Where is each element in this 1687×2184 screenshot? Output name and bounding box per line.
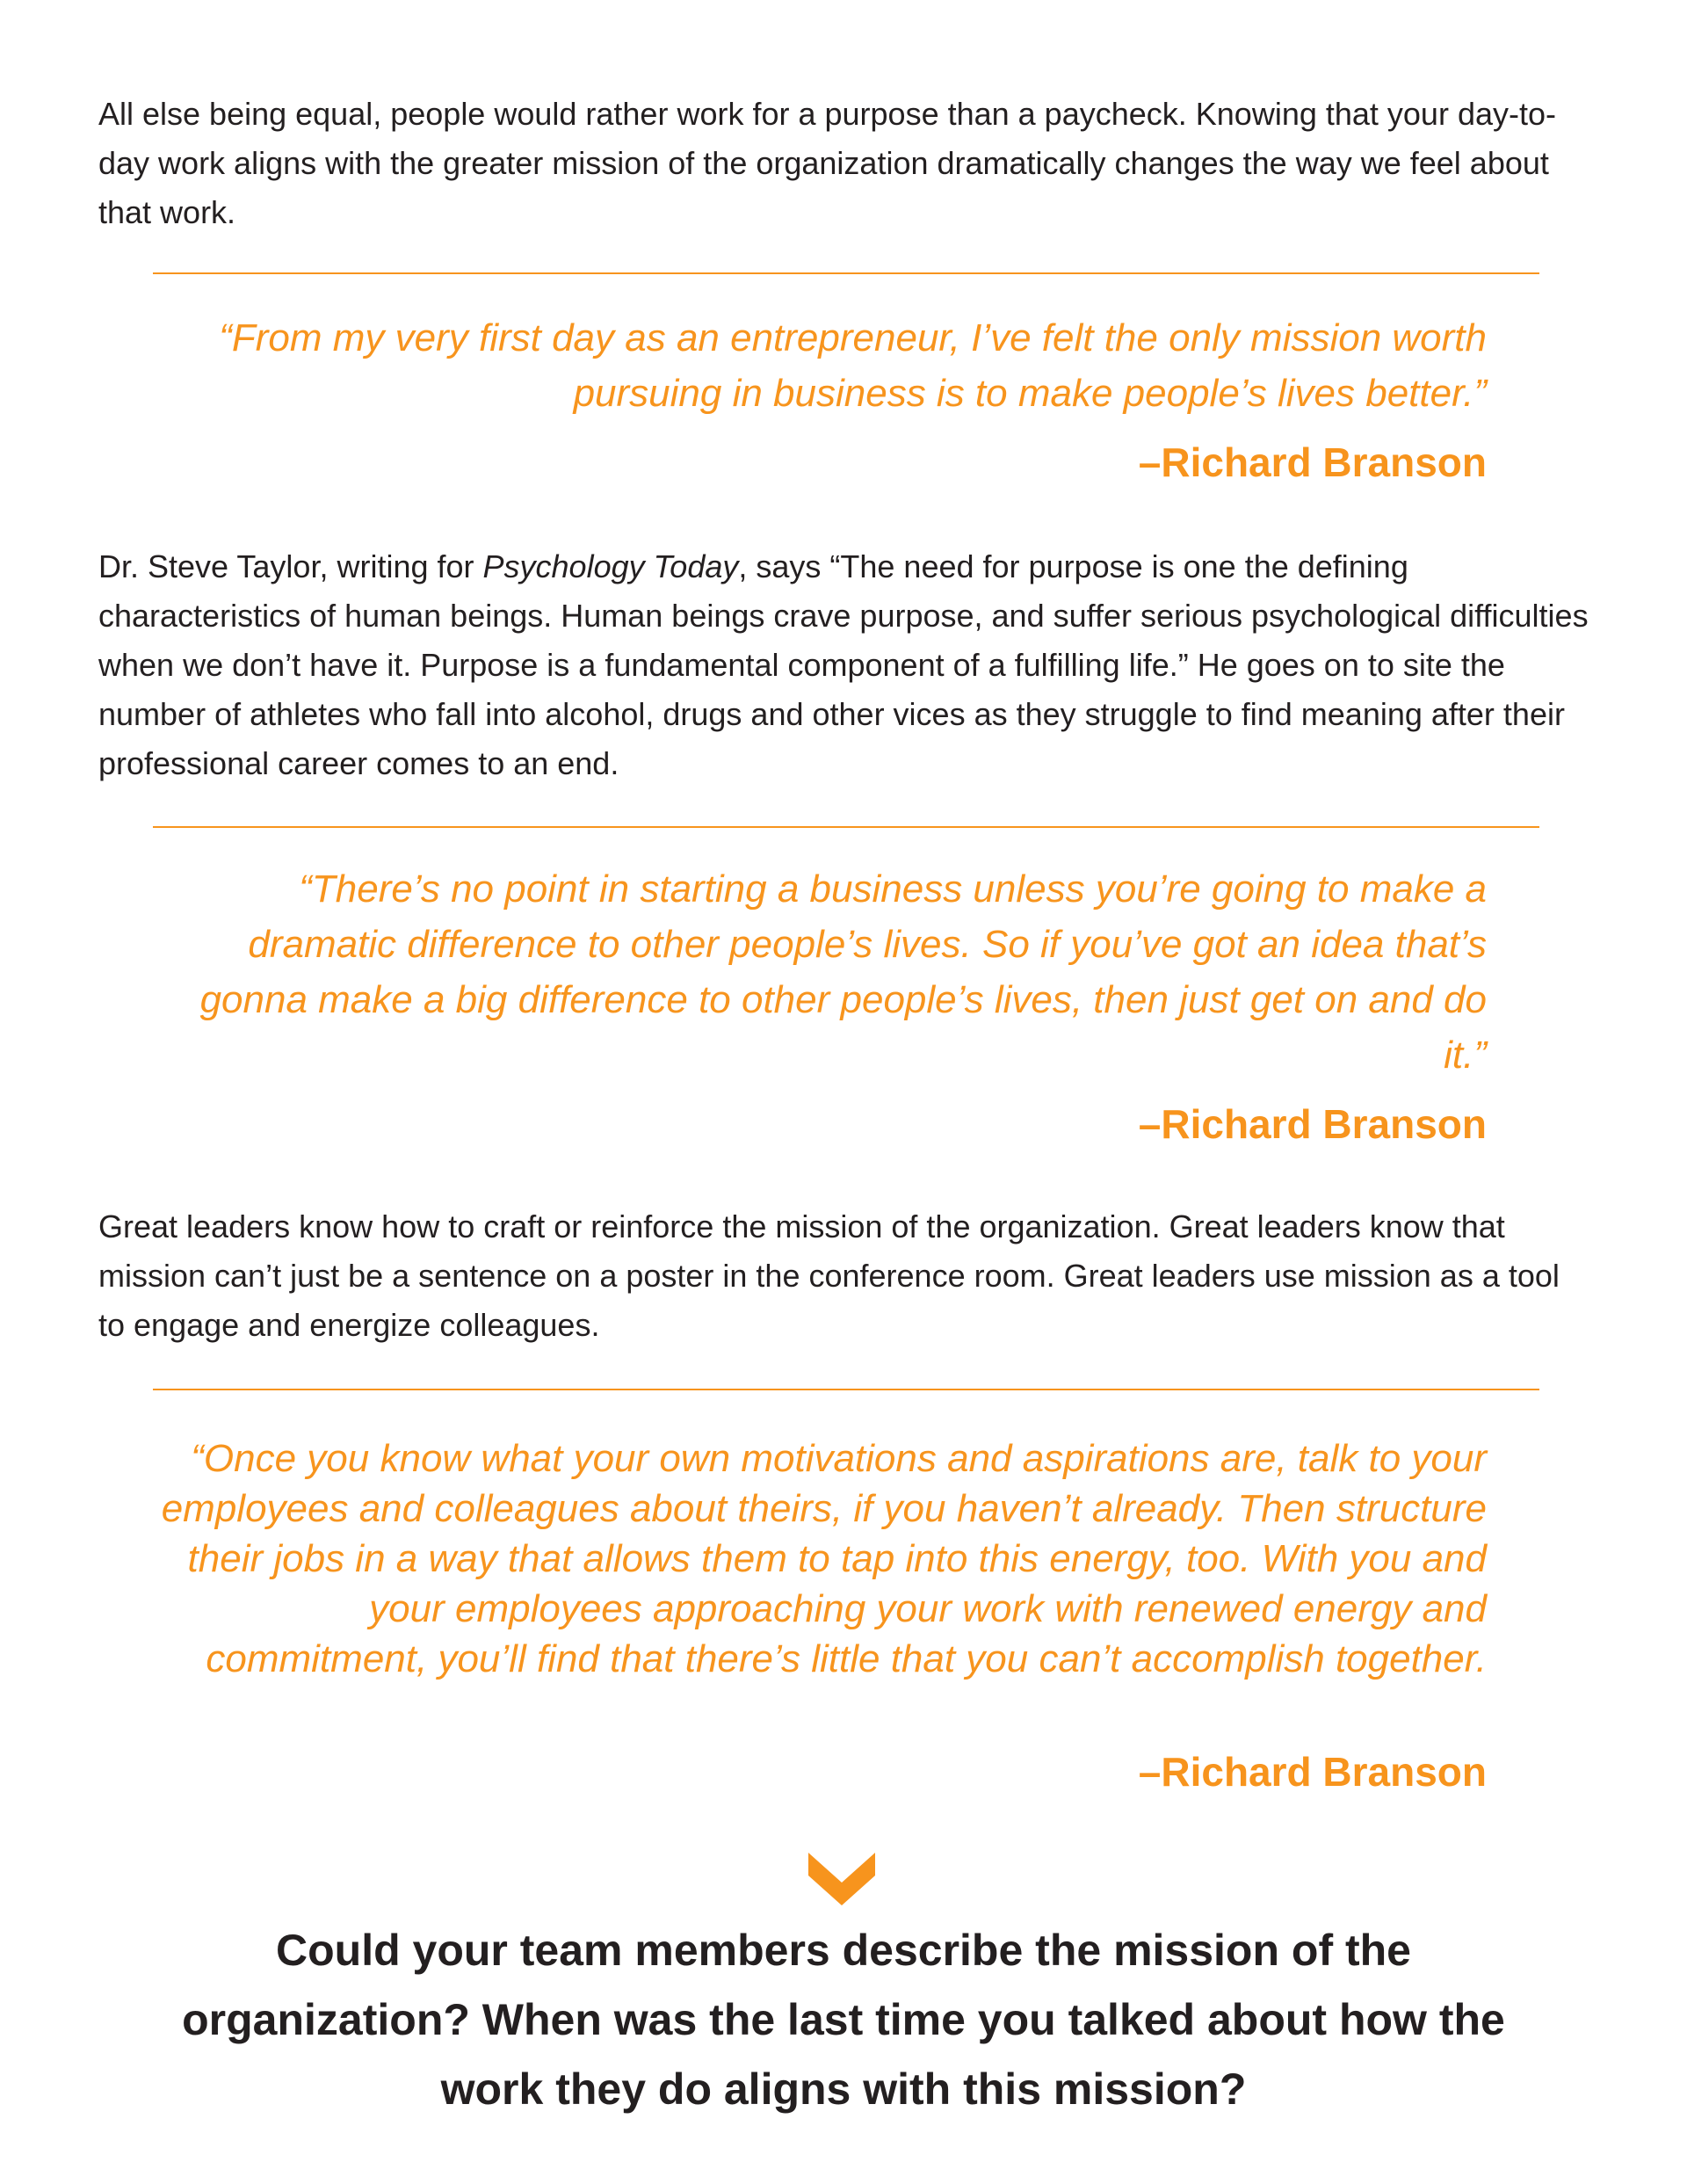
taylor-paragraph <box>98 542 1610 788</box>
quote-1-text: “From my very first day as an entrepreneur, I’ve felt the only mission worth pursuing in business is to make people’s lives better.” <box>219 316 1487 415</box>
closing-question: Could your team members describe the mission of the organization? When was the last time you talked about how the work they do aligns with this mission? <box>182 1926 1505 2114</box>
quote-divider-3 <box>153 1389 1539 1390</box>
taylor-paragraph-body: , says “The need for purpose is one the defining characteristics of human beings. Human beings crave purpose, and suffer serious psychological difficulties when we don’t have it. Purpose is a fundamental component of a fulfilling life.” He goes on to site the number of athletes who fall into alcohol, drugs and other vices as they struggle to find meaning after their professional career comes to an end. <box>98 548 1589 781</box>
quote-divider-2 <box>153 826 1539 828</box>
quote-3-attribution: –Richard Branson <box>1138 1749 1487 1795</box>
quote-1-attribution: –Richard Branson <box>1138 439 1487 485</box>
quote-divider-1 <box>153 272 1539 274</box>
quote-3-text: “Once you know what your own motivations and aspirations are, talk to your employees and colleagues about theirs, if you haven’t already. Then structure their jobs in a way that allows them to tap into this energy, too. With you and your employees approaching your work with renewed energy and commitment, you’ll find that there’s little that you can’t accomplish together. <box>161 1437 1487 1680</box>
publication-title: Psychology Today <box>482 548 739 584</box>
leaders-paragraph: Great leaders know how to craft or reinforce the mission of the organization. Great leaders know that mission can’t just be a sentence on a poster in the conference room. Great leaders use mission as a tool to engage and energize colleagues. <box>98 1208 1560 1343</box>
taylor-paragraph-intro: Dr. Steve Taylor, writing for <box>98 548 483 584</box>
chevron-down-icon <box>808 1853 875 1905</box>
quote-2-text: “There’s no point in starting a business unless you’re going to make a dramatic difference to other people’s lives. So if you’ve got an idea that’s gonna make a big difference to other people’s lives, then just get on and do it.” <box>199 867 1487 1077</box>
intro-paragraph: All else being equal, people would rather work for a purpose than a paycheck. Knowing that your day-to-day work aligns with the greater mission of the organization dramatically changes the way we feel about that work. <box>98 96 1556 230</box>
quote-2-attribution: –Richard Branson <box>1138 1101 1487 1147</box>
